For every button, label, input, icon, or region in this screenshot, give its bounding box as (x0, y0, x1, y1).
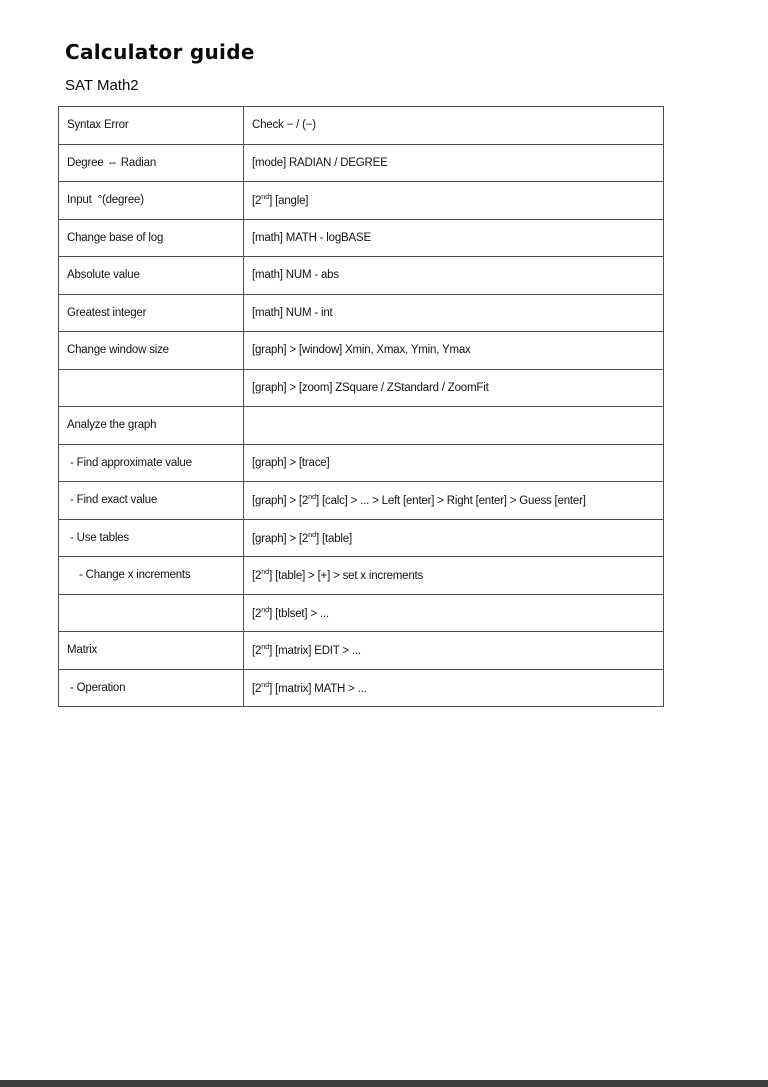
table-row (59, 219, 664, 257)
table-row (59, 107, 664, 145)
keys-cell: [2nd] [table] > [+] > set x increments (244, 557, 664, 595)
keys-cell: [graph] > [zoom] ZSquare / ZStandard / ZoomFit (244, 369, 664, 407)
table-row (59, 594, 664, 632)
task-cell: - Find approximate value (59, 444, 244, 482)
task-cell (59, 594, 244, 632)
keys-cell: [math] NUM - abs (244, 257, 664, 295)
keys-cell: [2nd] [matrix] EDIT > ... (244, 632, 664, 670)
task-cell: Syntax Error (59, 107, 244, 145)
task-cell (59, 369, 244, 407)
table-row (59, 257, 664, 295)
calculator-shortcuts-table (58, 106, 664, 707)
table-row (59, 444, 664, 482)
task-cell: Greatest integer (59, 294, 244, 332)
task-cell: - Change x increments (59, 557, 244, 595)
table-row (59, 482, 664, 520)
keys-cell: [2nd] [tblset] > ... (244, 594, 664, 632)
table-row (59, 669, 664, 707)
keys-cell: [2nd] [matrix] MATH > ... (244, 669, 664, 707)
keys-cell: [math] NUM - int (244, 294, 664, 332)
task-cell: - Use tables (59, 519, 244, 557)
keys-cell (244, 407, 664, 445)
table-row (59, 519, 664, 557)
table-row (59, 144, 664, 182)
task-cell: Change base of log (59, 219, 244, 257)
task-cell: Absolute value (59, 257, 244, 295)
table-row (59, 294, 664, 332)
keys-cell: [graph] > [2nd] [calc] > ... > Left [enter] > Right [enter] > Guess [enter] (244, 482, 664, 520)
task-cell: Degree ⇔ Radian (59, 144, 244, 182)
task-cell: Analyze the graph (59, 407, 244, 445)
section-title: SAT Math2 (65, 77, 139, 94)
task-cell: - Operation (59, 669, 244, 707)
keys-cell: [graph] > [trace] (244, 444, 664, 482)
keys-cell: [mode] RADIAN / DEGREE (244, 144, 664, 182)
task-cell: Input °(degree) (59, 182, 244, 220)
table-row (59, 182, 664, 220)
keys-cell: Check − / (−) (244, 107, 664, 145)
document-page (58, 40, 668, 707)
keys-cell: [2nd] [angle] (244, 182, 664, 220)
document-title: Calculator guide (65, 40, 255, 64)
keys-cell: [graph] > [window] Xmin, Xmax, Ymin, Ymax (244, 332, 664, 370)
task-cell: Matrix (59, 632, 244, 670)
table-row (59, 369, 664, 407)
task-cell: - Find exact value (59, 482, 244, 520)
table-row (59, 632, 664, 670)
table-row (59, 332, 664, 370)
keys-cell: [graph] > [2nd] [table] (244, 519, 664, 557)
table-row (59, 407, 664, 445)
page-bottom-bar (0, 1080, 768, 1087)
keys-cell: [math] MATH - logBASE (244, 219, 664, 257)
calculator-table-body (59, 107, 664, 707)
table-row (59, 557, 664, 595)
task-cell: Change window size (59, 332, 244, 370)
